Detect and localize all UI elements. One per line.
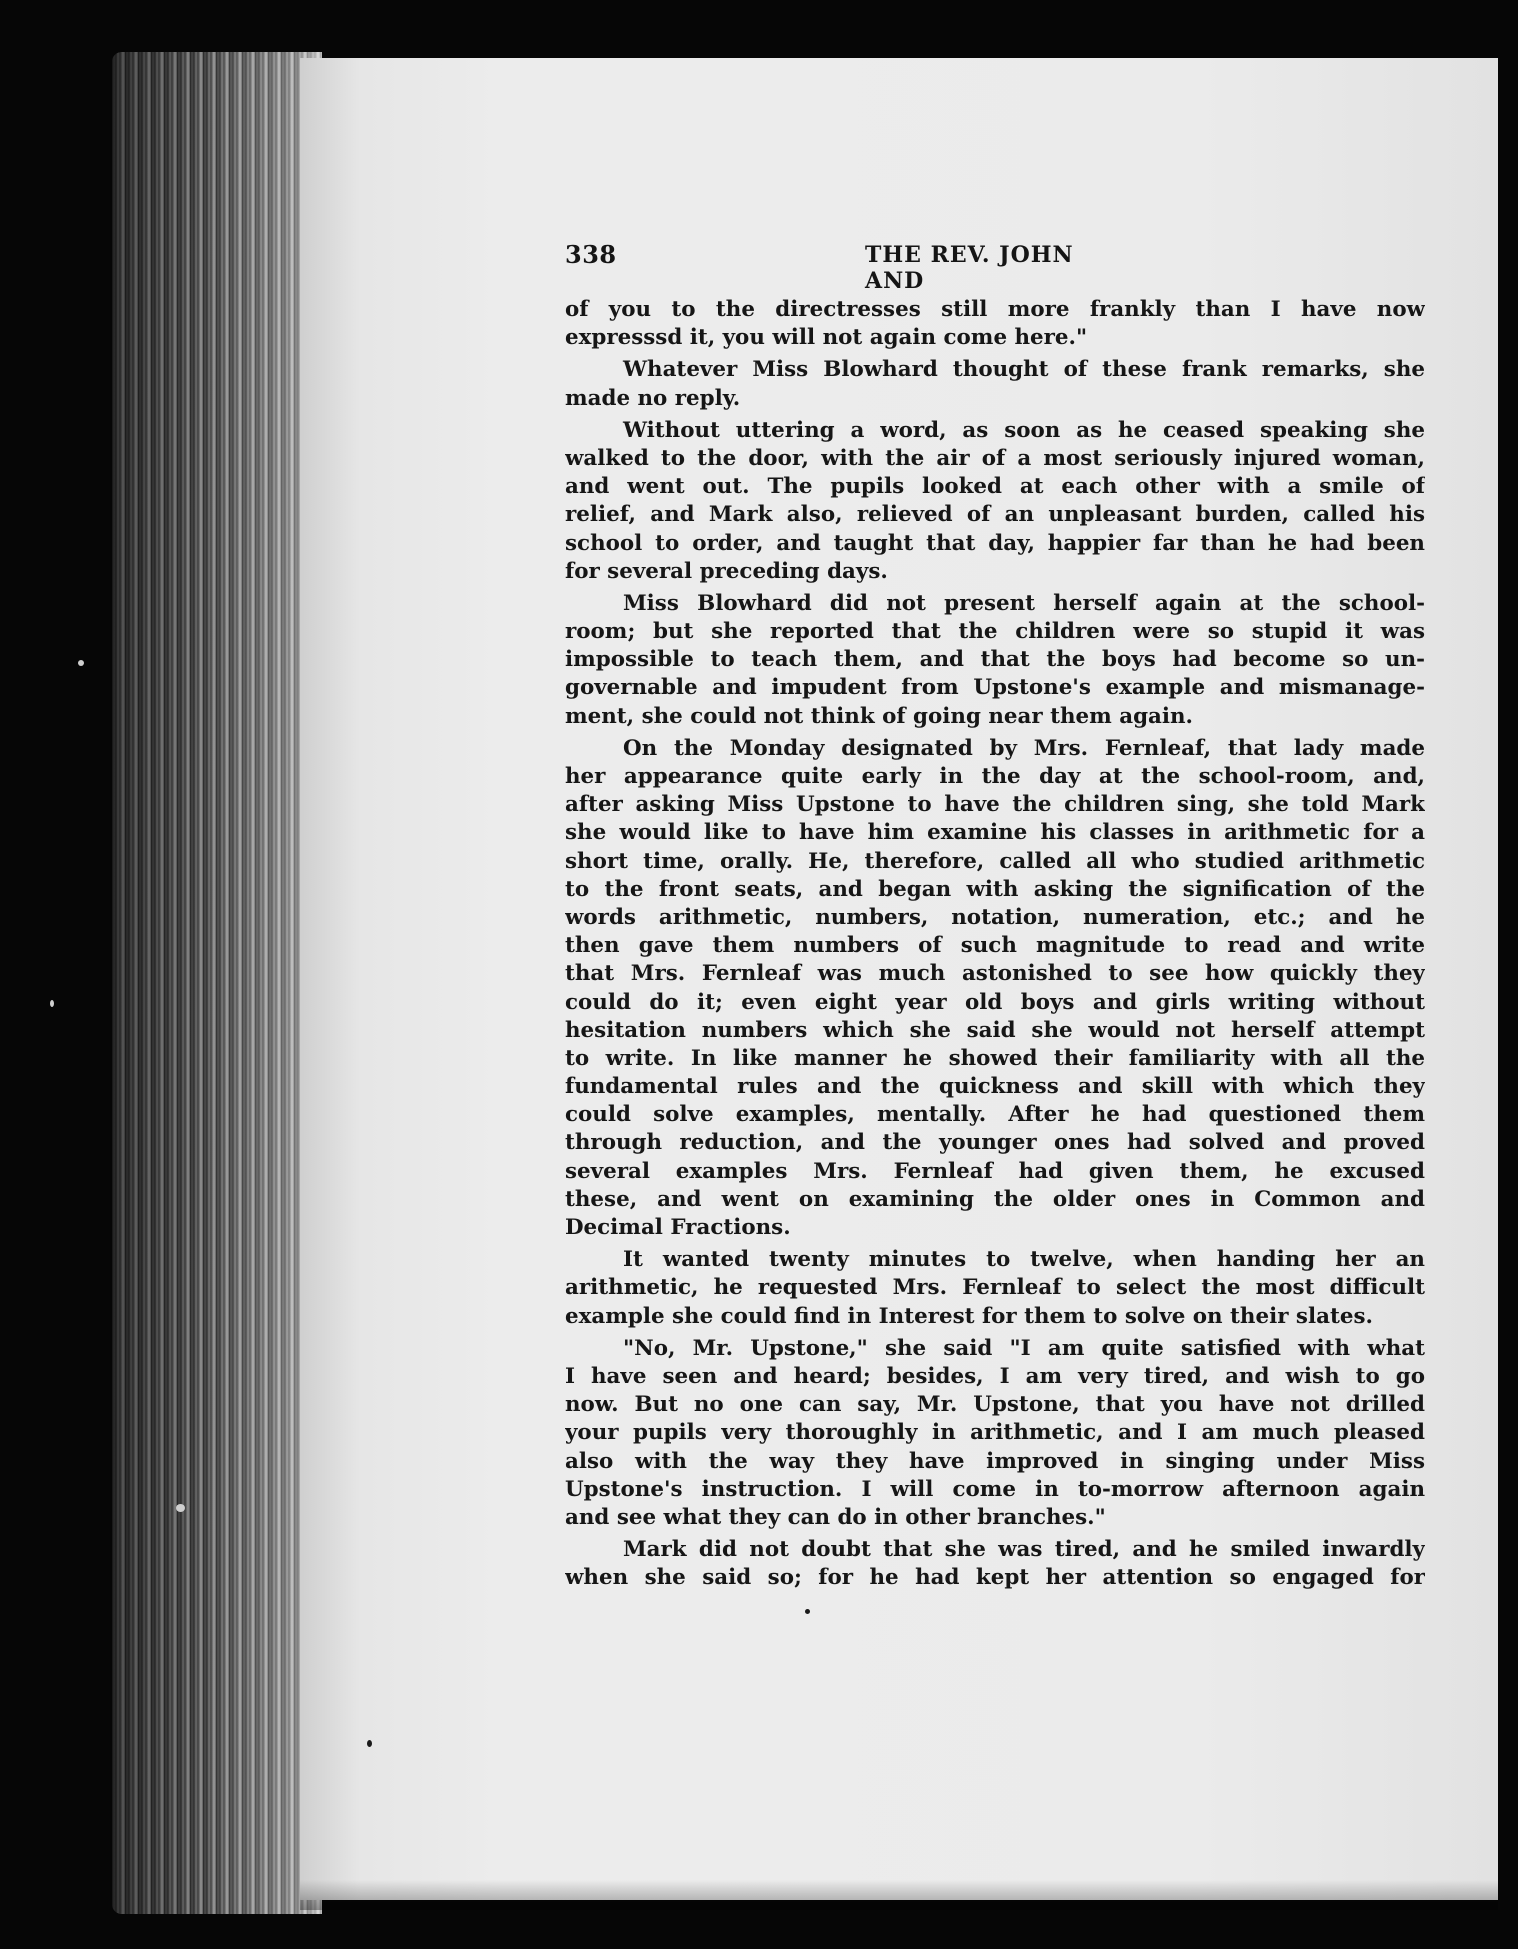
paragraph	[565, 296, 1425, 352]
page-number: 338	[565, 240, 617, 269]
text-line: now. But no one can say, Mr. Upstone, that you have not drilled	[565, 1392, 1425, 1418]
scan-speck	[78, 660, 84, 666]
text-line: hesitation numbers which she said she would not herself attempt	[565, 1017, 1425, 1043]
paragraph	[565, 590, 1425, 731]
text-line: made no reply.	[565, 385, 741, 411]
text-line: also with the way they have improved in singing under Miss	[565, 1448, 1425, 1474]
text-line: On the Monday designated by Mrs. Fernleaf, that lady made	[623, 735, 1425, 761]
text-line: your pupils very thoroughly in arithmetic, and I am much pleased	[565, 1420, 1425, 1446]
text-line: short time, orally. He, therefore, called all who studied arithmetic	[565, 848, 1425, 874]
text-line: and went out. The pupils looked at each other with a smile of	[565, 474, 1425, 500]
paragraph	[565, 1536, 1425, 1592]
text-line: Mark did not doubt that she was tired, and he smiled inwardly	[623, 1537, 1425, 1563]
text-line: walked to the door, with the air of a most seriously injured woman,	[565, 445, 1425, 471]
text-line: through reduction, and the younger ones had solved and proved	[565, 1130, 1425, 1156]
text-line: relief, and Mark also, relieved of an unpleasant burden, called his	[565, 502, 1425, 528]
text-line: words arithmetic, numbers, notation, numeration, etc.; and he	[565, 904, 1425, 930]
body-text	[565, 296, 1425, 1596]
text-line: arithmetic, he requested Mrs. Fernleaf to select the most difficult	[565, 1275, 1425, 1301]
scan-speck	[50, 1000, 54, 1007]
text-line: and see what they can do in other branches."	[565, 1504, 1106, 1530]
page-bottom-shadow	[300, 1880, 1498, 1910]
text-line: "No, Mr. Upstone," she said "I am quite satisfied with what	[623, 1335, 1425, 1361]
text-line: could do it; even eight year old boys and girls writing without	[565, 989, 1425, 1015]
text-line: she would like to have him examine his classes in arithmetic for a	[565, 820, 1425, 846]
text-line: It wanted twenty minutes to twelve, when handing her an	[623, 1247, 1425, 1273]
paragraph	[565, 356, 1425, 412]
text-line: example she could find in Interest for them to solve on their slates.	[565, 1303, 1373, 1329]
scan-speck	[176, 1504, 185, 1512]
scan-speck	[805, 1609, 810, 1614]
text-line: Miss Blowhard did not present herself again at the school-	[623, 590, 1425, 616]
text-line: of you to the directresses still more frankly than I have now	[565, 297, 1425, 322]
paragraph	[565, 417, 1425, 586]
text-line: impossible to teach them, and that the boys had become so un-	[565, 647, 1425, 673]
text-line: expresssd it, you will not again come here."	[565, 325, 1088, 351]
text-line: room; but she reported that the children were so stupid it was	[565, 619, 1425, 645]
text-line: governable and impudent from Upstone's example and mismanage-	[565, 675, 1425, 701]
scan-speck	[367, 1740, 372, 1747]
running-head	[565, 240, 1139, 294]
page-edge-shading	[112, 52, 322, 1914]
text-line: these, and went on examining the older ones in Common and	[565, 1186, 1425, 1212]
paragraph	[565, 735, 1425, 1242]
text-line: school to order, and taught that day, happier far than he had been	[565, 530, 1425, 556]
text-line: Without uttering a word, as soon as he ceased speaking she	[623, 417, 1425, 443]
text-line: her appearance quite early in the day at the school-room, and,	[565, 764, 1425, 789]
paragraph	[565, 1335, 1425, 1532]
running-head-title: THE REV. JOHN AND	[865, 242, 1074, 294]
text-line: several examples Mrs. Fernleaf had given them, he excused	[565, 1158, 1425, 1184]
text-line: that Mrs. Fernleaf was much astonished to see how quickly they	[565, 961, 1425, 987]
text-line: then gave them numbers of such magnitude to read and write	[565, 933, 1425, 959]
text-line: for several preceding days.	[565, 558, 888, 584]
text-line: could solve examples, mentally. After he had questioned them	[565, 1102, 1425, 1128]
text-line: when she said so; for he had kept her attention so engaged for	[565, 1565, 1425, 1591]
text-line: Whatever Miss Blowhard thought of these frank remarks, she	[623, 357, 1425, 383]
text-line: to write. In like manner he showed their familiarity with all the	[565, 1045, 1425, 1071]
text-line: Decimal Fractions.	[565, 1215, 791, 1240]
paragraph	[565, 1246, 1425, 1331]
text-line: ment, she could not think of going near them again.	[565, 703, 1194, 729]
text-line: after asking Miss Upstone to have the children sing, she told Mark	[565, 792, 1425, 818]
text-line: to the front seats, and began with asking the signification of the	[565, 876, 1425, 902]
text-line: I have seen and heard; besides, I am very tired, and wish to go	[565, 1363, 1425, 1389]
text-line: Upstone's instruction. I will come in to-morrow afternoon again	[565, 1476, 1425, 1502]
text-line: fundamental rules and the quickness and skill with which they	[565, 1074, 1425, 1100]
